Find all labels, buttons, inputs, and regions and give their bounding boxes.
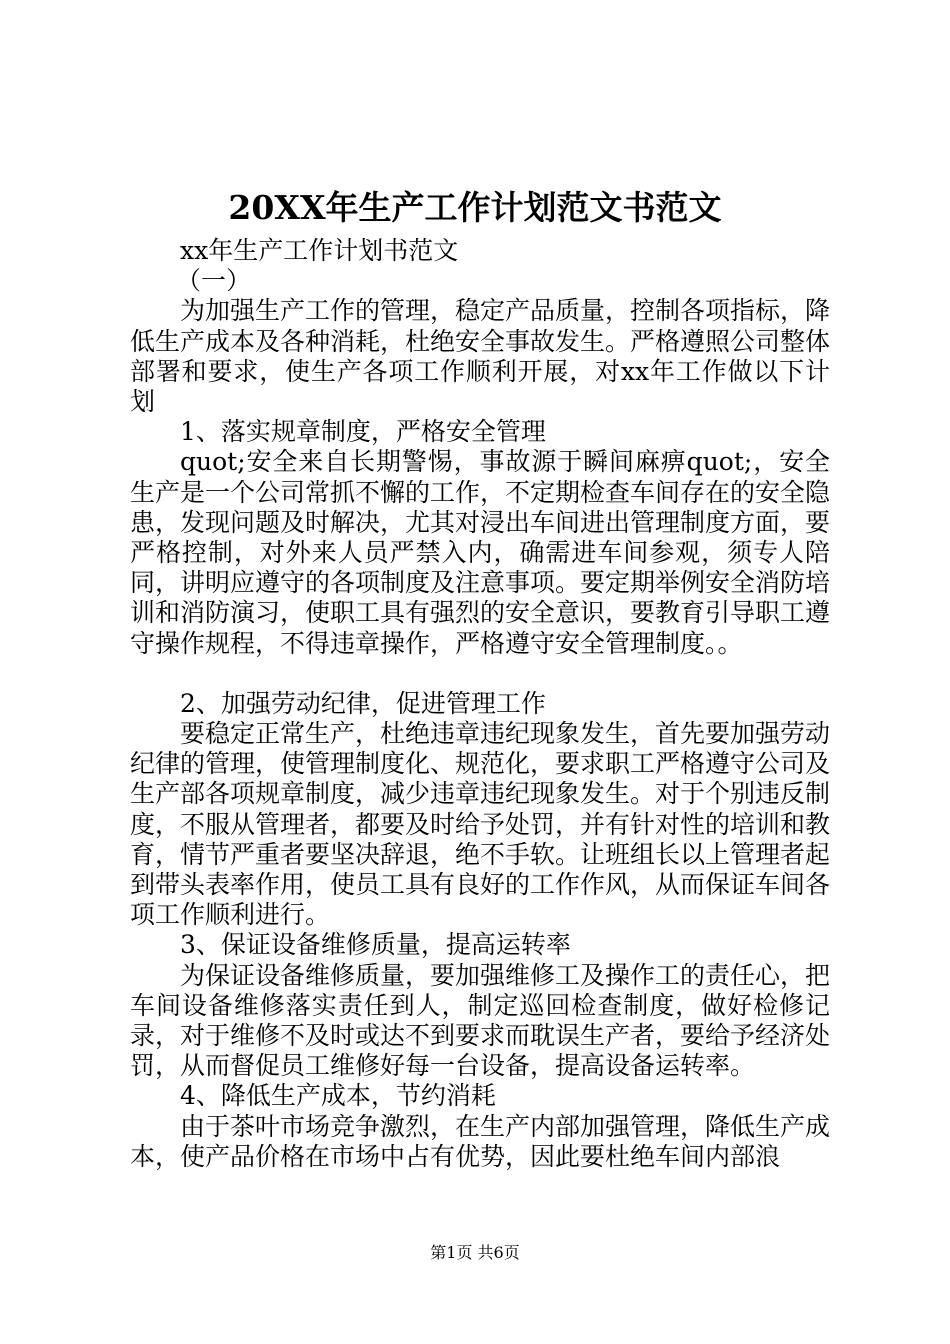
section-body-2: 要稳定正常生产，杜绝违章违纪现象发生，首先要加强劳动纪律的管理，使管理制度化、规范化，要求职工严格遵守公司及生产部各项规章制度，减少违章违纪现象发生。对于个别违反制度，不服从管理者，都要及时给予处罚，并有针对性的培训和教育，情节严重者要坚决辞退，绝不手软。让班组长以上管理者起到带头表率作用，使员工具有良好的工作作风，从而保证车间各项工作顺利进行。 — [130, 718, 831, 930]
document-body — [130, 236, 830, 1172]
section-heading-3: 3、保证设备维修质量，提高运转率 — [180, 930, 571, 960]
section-body-4: 由于茶叶市场竞争激烈，在生产内部加强管理，降低生产成本，使产品价格在市场中占有优势，因此要杜绝车间内部浪 — [130, 1111, 831, 1171]
section-heading-4: 4、降低生产成本，节约消耗 — [180, 1081, 496, 1111]
page-footer: 第1页 共6页 — [430, 1243, 520, 1262]
paragraph-gap — [130, 659, 830, 689]
document-title: 20XX年生产工作计划范文书范文 — [228, 188, 722, 227]
section-heading-1: 1、落实规章制度，严格安全管理 — [180, 417, 546, 447]
intro-paragraph: 为加强生产工作的管理，稳定产品质量，控制各项指标，降低生产成本及各种消耗，杜绝安全事故发生。严格遵照公司整体部署和要求，使生产各项工作顺利开展，对xx年工作做以下计划 — [130, 296, 831, 416]
document-subtitle: xx年生产工作计划书范文 — [180, 236, 459, 265]
section-heading-2: 2、加强劳动纪律，促进管理工作 — [180, 688, 546, 718]
section-mark: （一） — [176, 266, 252, 296]
section-body-1: quot;安全来自长期警惕，事故源于瞬间麻痹quot;，安全生产是一个公司常抓不懈的工作，不定期检查车间存在的安全隐患，发现问题及时解决，尤其对浸出车间进出管理制度方面，要严格控制，对外来人员严禁入内，确需进车间参观，须专人陪同，讲明应遵守的各项制度及注意事项。要定期举例安全消防培训和消防演习，使职工具有强烈的安全意识，要教育引导职工遵守操作规程，不得违章操作，严格遵守安全管理制度。。 — [130, 447, 831, 658]
section-body-3: 为保证设备维修质量，要加强维修工及操作工的责任心，把车间设备维修落实责任到人，制定巡回检查制度，做好检修记录，对于维修不及时或达不到要求而耽误生产者，要给予经济处罚，从而督促员工维修好每一台设备，提高设备运转率。 — [130, 960, 831, 1081]
